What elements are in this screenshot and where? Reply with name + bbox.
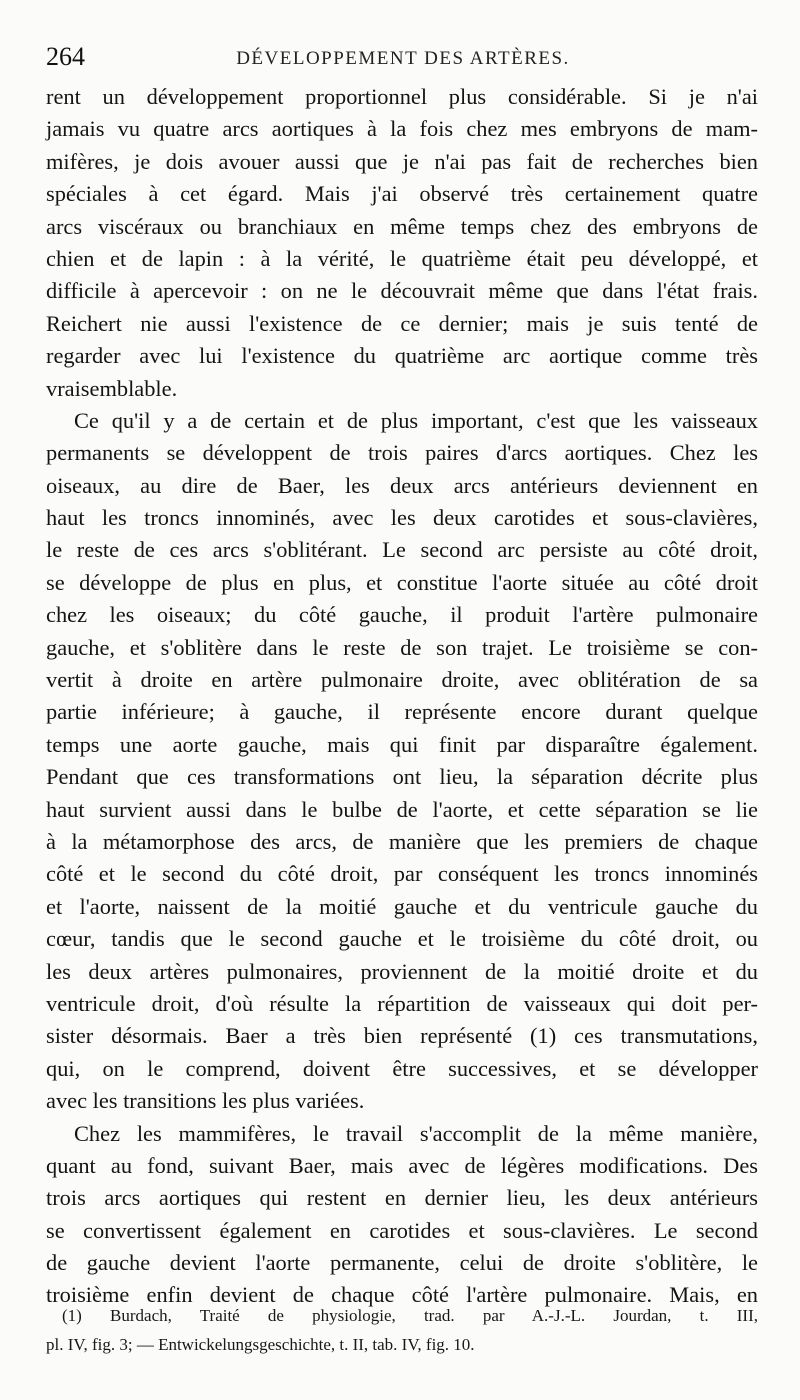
text-line: à la métamorphose des arcs, de manière que les premiers de chaque [46, 828, 758, 854]
text-line: Reichert nie aussi l'existence de ce dernier; mais je suis tenté de [46, 310, 758, 336]
text-line: les deux artères pulmonaires, proviennent de la moitié droite et du [46, 958, 758, 984]
text-line: ventricule droit, d'où résulte la répartition de vaisseaux qui doit per- [46, 990, 758, 1016]
text-line: haut les troncs innominés, avec les deux carotides et sous-clavières, [46, 505, 758, 531]
paragraph-start-line: Ce qu'il y a de certain et de plus important, c'est que les vaisseaux [74, 407, 758, 433]
text-line: Pendant que ces transformations ont lieu, la séparation décrite plus [46, 764, 758, 790]
text-line: temps une aorte gauche, mais qui finit par disparaître également. [46, 731, 758, 757]
text-line: jamais vu quatre arcs aortiques à la fois chez mes embryons de mam- [46, 116, 758, 142]
text-line: regarder avec lui l'existence du quatrième arc aortique comme très [46, 343, 758, 369]
text-line: rent un développement proportionnel plus considérable. Si je n'ai [46, 84, 758, 109]
text-line: quant au fond, suivant Baer, mais avec de légères modifications. Des [46, 1152, 758, 1178]
footnote-line: (1) Burdach, Traité de physiologie, trad. par A.-J.-L. Jourdan, t. III, [62, 1306, 758, 1325]
text-line: avec les transitions les plus variées. [46, 1088, 365, 1114]
text-line: troisième enfin devient de chaque côté l'artère pulmonaire. Mais, en [46, 1282, 758, 1308]
text-line: haut survient aussi dans le bulbe de l'aorte, et cette séparation se lie [46, 796, 758, 822]
text-line: arcs viscéraux ou branchiaux en même temps chez des embryons de [46, 213, 758, 239]
text-line: se développe de plus en plus, et constitue l'aorte située au côté droit [46, 569, 758, 595]
text-line: vertit à droite en artère pulmonaire droite, avec oblitération de sa [46, 667, 758, 693]
text-line: chez les oiseaux; du côté gauche, il produit l'artère pulmonaire [46, 602, 758, 628]
footnote-line: pl. IV, fig. 3; — Entwickelungsgeschichte, t. II, tab. IV, fig. 10. [46, 1335, 475, 1354]
text-line: le reste de ces arcs s'oblitérant. Le second arc persiste au côté droit, [46, 537, 758, 563]
text-line: spéciales à cet égard. Mais j'ai observé très certainement quatre [46, 181, 758, 207]
text-line: permanents se développent de trois paires d'arcs aortiques. Chez les [46, 440, 758, 466]
page-header [44, 38, 762, 78]
text-line: chien et de lapin : à la vérité, le quatrième était peu développé, et [46, 245, 758, 271]
running-head: DÉVELOPPEMENT DES ARTÈRES. [236, 48, 570, 69]
text-line: cœur, tandis que le second gauche et le troisième du côté droit, ou [46, 926, 758, 952]
text-line: mifères, je dois avouer aussi que je n'ai pas fait de recherches bien [46, 148, 758, 174]
text-line: se convertissent également en carotides et sous-clavières. Le second [46, 1217, 758, 1243]
paragraph-start-line: Chez les mammifères, le travail s'accomplit de la même manière, [74, 1120, 758, 1146]
footnotes [46, 1301, 758, 1359]
text-line: gauche, et s'oblitère dans le reste de son trajet. Le troisième se con- [46, 634, 758, 660]
text-line: difficile à apercevoir : on ne le découvrait même que dans l'état frais. [46, 278, 758, 304]
text-line: trois arcs aortiques qui restent en dernier lieu, les deux antérieurs [46, 1185, 758, 1211]
text-line: de gauche devient l'aorte permanente, celui de droite s'oblitère, le [46, 1250, 758, 1276]
text-line: vraisemblable. [46, 375, 178, 401]
text-line: et l'aorte, naissent de la moitié gauche et du ventricule gauche du [46, 893, 758, 919]
text-line: côté et le second du côté droit, par conséquent les troncs innominés [46, 861, 758, 887]
text-line: partie inférieure; à gauche, il représente encore durant quelque [46, 699, 758, 725]
page-number: 264 [46, 42, 85, 71]
text-line: oiseaux, au dire de Baer, les deux arcs antérieurs deviennent en [46, 472, 758, 498]
text-line: qui, on le comprend, doivent être successives, et se développer [46, 1055, 758, 1081]
body-text [46, 81, 758, 1312]
text-line: sister désormais. Baer a très bien représenté (1) ces transmutations, [46, 1023, 758, 1049]
